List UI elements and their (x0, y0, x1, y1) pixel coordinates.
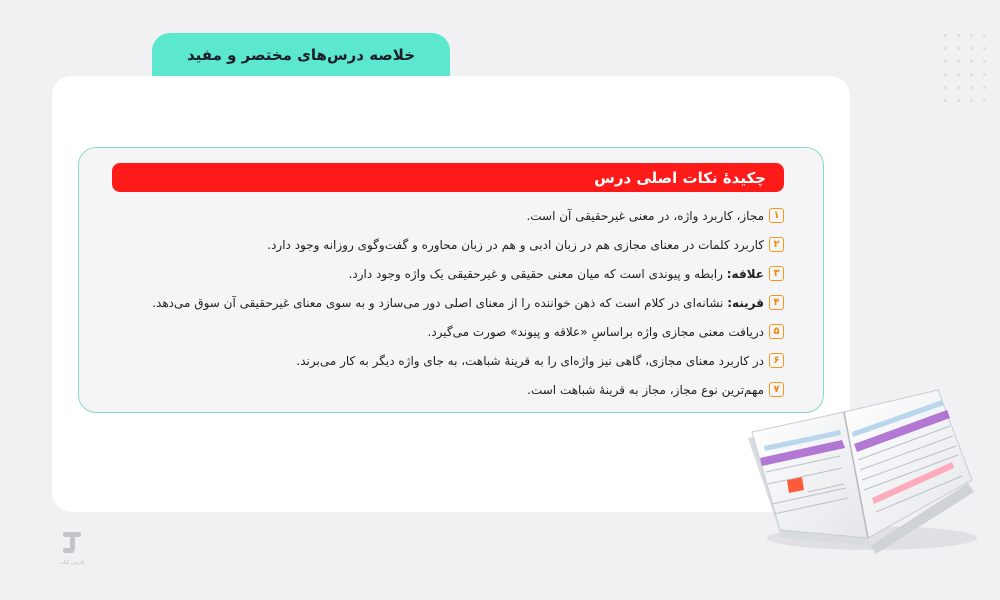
point-text: رابطه و پیوندی است که میان معنی حقیقی و غیرحقیقی یک واژه وجود دارد. (348, 266, 727, 281)
number-badge: ۲ (769, 237, 784, 252)
open-book-icon (742, 388, 982, 558)
section-banner (112, 163, 784, 192)
list-item (112, 201, 784, 230)
point-text: کاربرد کلمات در معنای مجازی هم در زبان ادبی و هم در زبان محاوره و گفت‌وگوی روزانه وجود دارد. (267, 237, 764, 252)
decorative-dots (944, 34, 986, 102)
points-list (112, 201, 784, 404)
section-title: چکیدهٔ نکات اصلی درس (594, 168, 766, 187)
logo-caption: پادرس کتاب (59, 560, 85, 566)
number-badge: ۶ (769, 353, 784, 368)
list-item (112, 317, 784, 346)
list-item (112, 288, 784, 317)
point-text: نشانه‌ای در کلام است که ذهن خواننده را از معنای اصلی دور می‌سازد و به سوی معنای غیرحقیقی آن سوق می‌دهد. (152, 295, 728, 310)
point-text: در کاربرد معنای مجازی، گاهی نیز واژه‌ای را به قرینهٔ شباهت، به جای واژه دیگر به کار می‌برند. (296, 353, 764, 368)
term-label: علاقه: (726, 266, 764, 281)
list-item (112, 230, 784, 259)
logo-icon (61, 528, 83, 558)
number-badge: ۱ (769, 208, 784, 223)
brand-logo (54, 528, 90, 574)
list-item (112, 259, 784, 288)
header-title: خلاصه درس‌های مختصر و مفید (186, 46, 416, 64)
header-tab (152, 33, 450, 77)
term-label: قرینه: (727, 295, 764, 310)
number-badge: ۳ (769, 266, 784, 281)
point-text: مجاز، کاربرد واژه، در معنی غیرحقیقی آن است. (526, 208, 764, 223)
point-text: مهم‌ترین نوع مجاز، مجاز به قرینهٔ شباهت است. (527, 382, 764, 397)
number-badge: ۷ (769, 382, 784, 397)
list-item (112, 346, 784, 375)
number-badge: ۵ (769, 324, 784, 339)
list-item (112, 375, 784, 404)
number-badge: ۴ (769, 295, 784, 310)
point-text: دریافت معنی مجازی واژه براساسِ «علاقه و پیوند» صورت می‌گیرد. (427, 324, 764, 339)
